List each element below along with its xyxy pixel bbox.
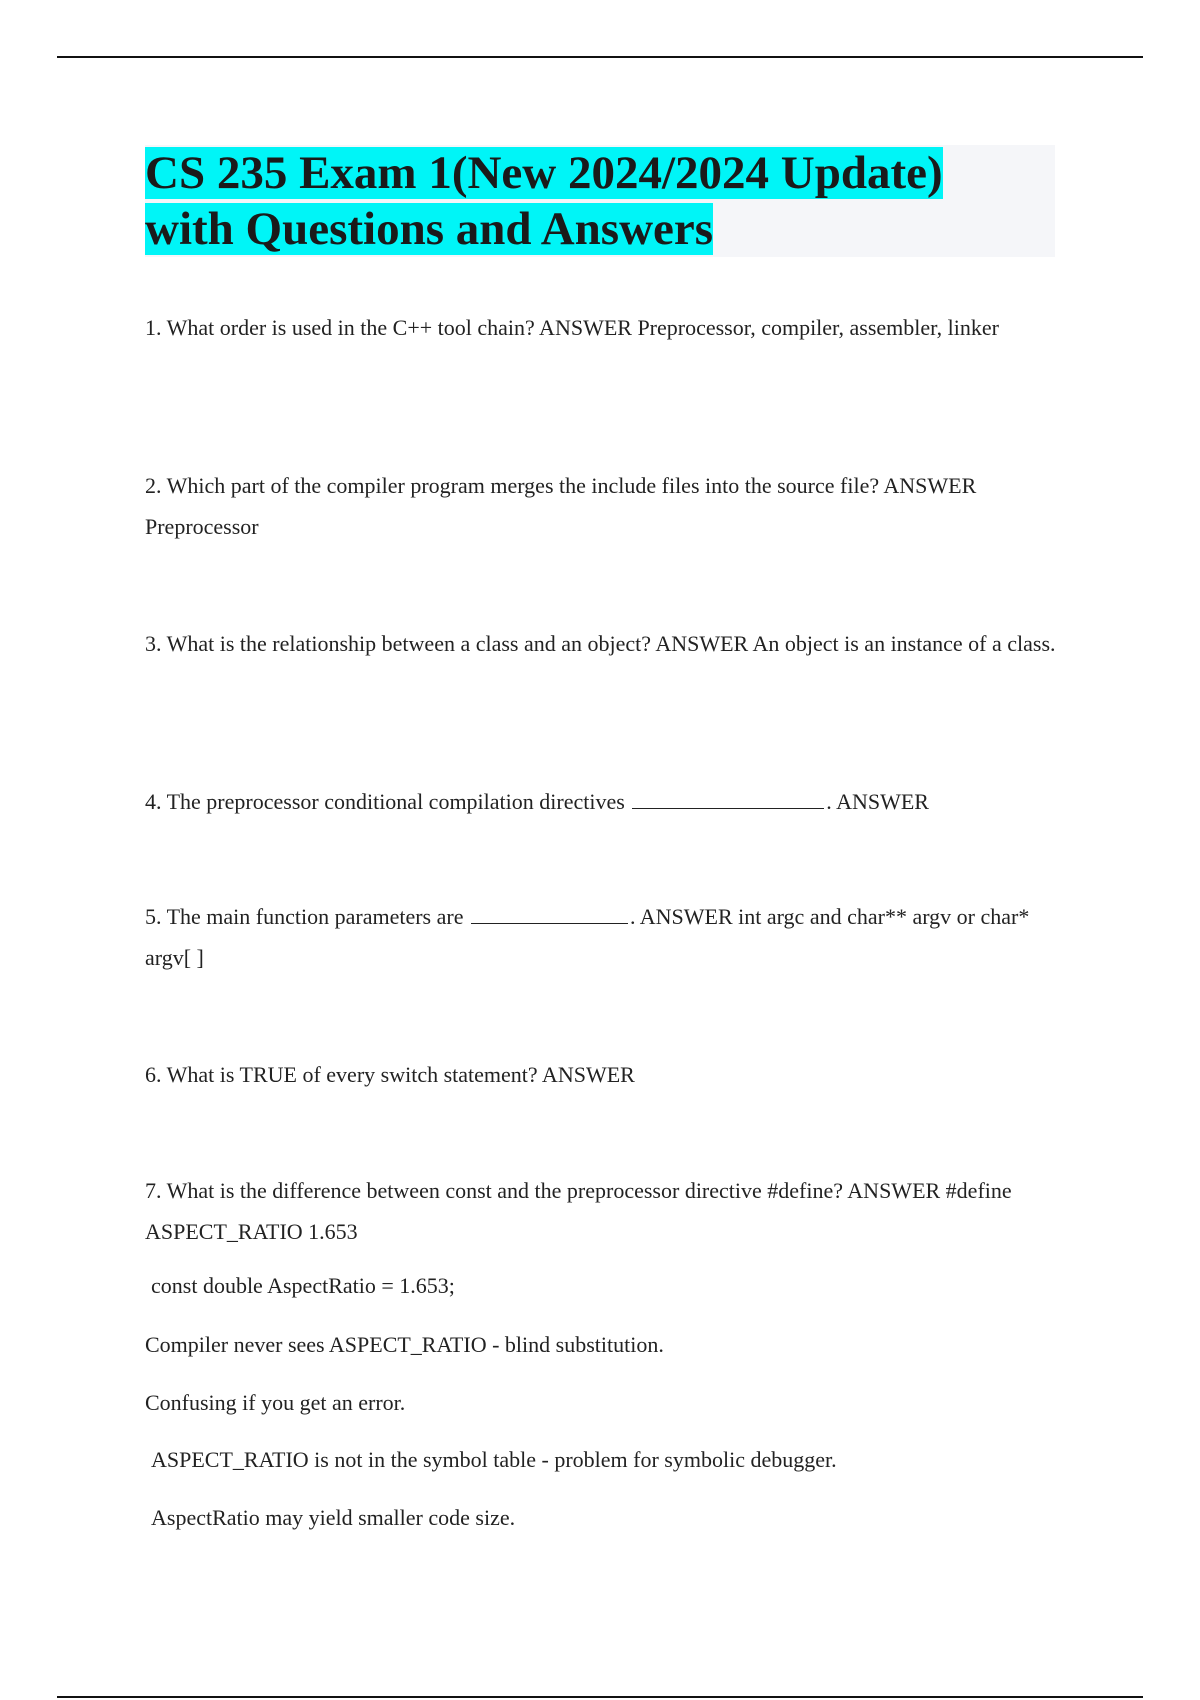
answer-detail-line: ASPECT_RATIO is not in the symbol table - problem for symbolic debugger. — [151, 1447, 837, 1472]
top-rule — [57, 56, 1143, 58]
question-1: 1. What order is used in the C++ tool chain? ANSWER Preprocessor, compiler, assembler, linker — [145, 315, 999, 340]
title-block — [145, 145, 1055, 257]
document-title — [145, 145, 1055, 257]
question-3: 3. What is the relationship between a class and an object? ANSWER An object is an instance of a class. — [145, 631, 1056, 656]
question-5 — [145, 896, 1060, 978]
answer-detail-line: const double AspectRatio = 1.653; — [151, 1273, 455, 1298]
answer-blank — [471, 901, 628, 924]
question-2: 2. Which part of the compiler program merges the include files into the source file? ANSWER Preprocessor — [145, 473, 977, 539]
question-4-text: 4. The preprocessor conditional compilation directives — [145, 789, 625, 814]
answer-detail-line: Confusing if you get an error. — [145, 1390, 406, 1415]
title-line-2: with Questions and Answers — [145, 203, 714, 255]
question-6: 6. What is TRUE of every switch statement? ANSWER — [145, 1062, 635, 1087]
question-4-answer: . ANSWER — [826, 789, 929, 814]
answer-blank — [632, 786, 824, 809]
answer-detail-line: Compiler never sees ASPECT_RATIO - blind substitution. — [145, 1332, 664, 1357]
question-4 — [145, 781, 929, 822]
question-7: 7. What is the difference between const and the preprocessor directive #define? ANSWER #define ASPECT_RATIO 1.653 — [145, 1178, 1012, 1244]
answer-detail-line: AspectRatio may yield smaller code size. — [151, 1505, 516, 1530]
bottom-rule — [57, 1696, 1143, 1698]
question-5-text: 5. The main function parameters are — [145, 904, 464, 929]
question-5-answer: . ANSWER int argc and char** argv or char* argv[ ] — [145, 904, 1030, 970]
title-line-1: CS 235 Exam 1(New 2024/2024 Update) — [145, 147, 943, 199]
